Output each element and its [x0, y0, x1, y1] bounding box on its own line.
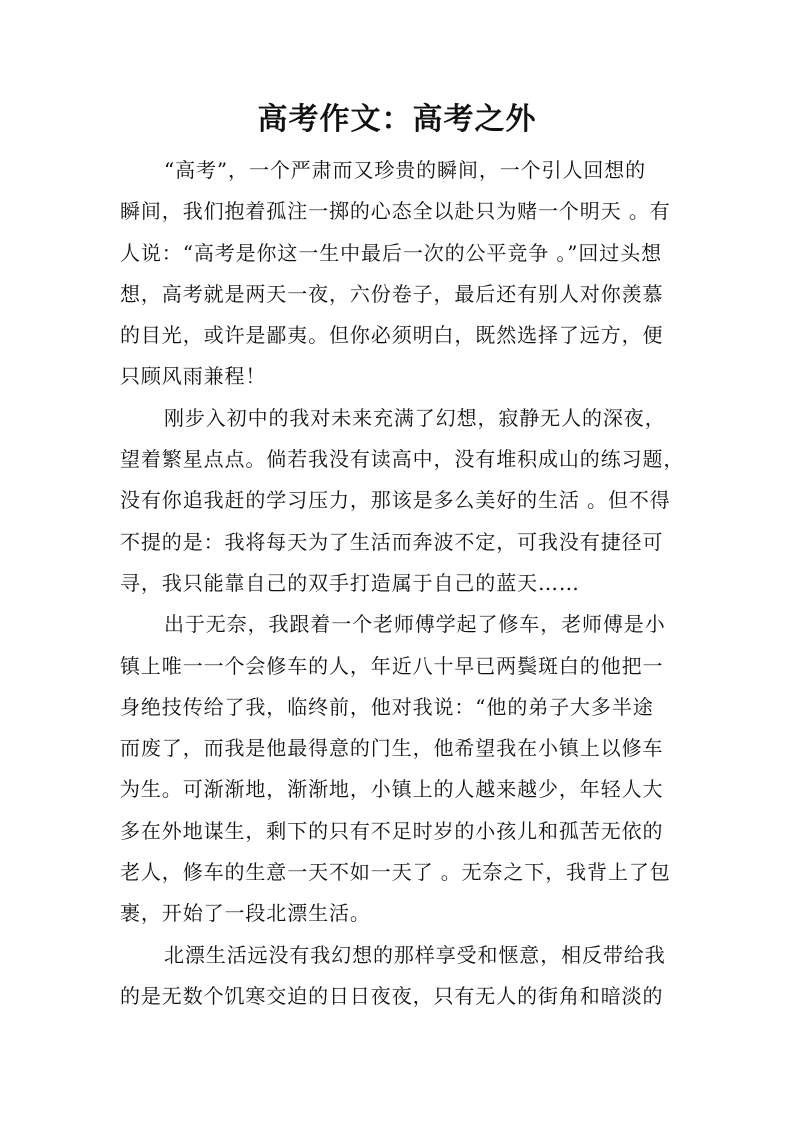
- text-line: 身绝技传给了我，临终前，他对我说：“他的弟子大多半途: [120, 694, 654, 719]
- text-line: 老人，修车的生意一天不如一天了 。无奈之下，我背上了包: [120, 860, 671, 885]
- text-line: 裹，开始了一段北漂生活。: [120, 901, 371, 926]
- text-line: 刚步入初中的我对未来充满了幻想，寂静无人的深夜，: [164, 405, 666, 430]
- text-line: 而废了，而我是他最得意的门生，他希望我在小镇上以修车: [120, 736, 664, 761]
- document-title: 高考作文：高考之外: [257, 102, 537, 137]
- text-line: 的是无数个饥寒交迫的日日夜夜，只有无人的街角和暗淡的: [120, 983, 664, 1008]
- text-line: 没有你追我赶的学习压力，那该是多么美好的生活 。但不得: [120, 488, 671, 513]
- text-line: 为生。可渐渐地，渐渐地，小镇上的人越来越少，年轻人大: [120, 777, 664, 802]
- text-line: 多在外地谋生，剩下的只有不足时岁的小孩儿和孤苦无依的: [120, 818, 664, 843]
- text-line: 不提的是：我将每天为了生活而奔波不定，可我没有捷径可: [120, 529, 664, 554]
- text-line: 人说：“高考是你这一生中最后一次的公平竞争 。”回过头想: [120, 240, 663, 265]
- text-line: 瞬间，我们抱着孤注一掷的心态全以赴只为赌一个明天 。有: [120, 199, 671, 224]
- text-line: “高考”，一个严肃而又珍贵的瞬间，一个引人回想的: [164, 158, 647, 182]
- text-line: 只顾风雨兼程！: [120, 364, 267, 389]
- document-body: [120, 150, 685, 1017]
- text-line: 出于无奈，我跟着一个老师傅学起了修车，老师傅是小: [164, 612, 666, 637]
- text-line: 北漂生活远没有我幻想的那样享受和惬意，相反带给我: [164, 942, 666, 967]
- text-line: 寻，我只能靠自己的双手打造属于自己的蓝天……: [120, 570, 580, 595]
- text-line: 镇上唯一一个会修车的人，年近八十早已两鬓斑白的他把一: [120, 653, 664, 678]
- text-line: 想，高考就是两天一夜，六份卷子，最后还有别人对你羡慕: [120, 281, 664, 306]
- text-line: 望着繁星点点。倘若我没有读高中，没有堆积成山的练习题，: [120, 447, 685, 472]
- text-line: 的目光，或许是鄙夷。但你必须明白，既然选择了远方，便: [120, 323, 664, 348]
